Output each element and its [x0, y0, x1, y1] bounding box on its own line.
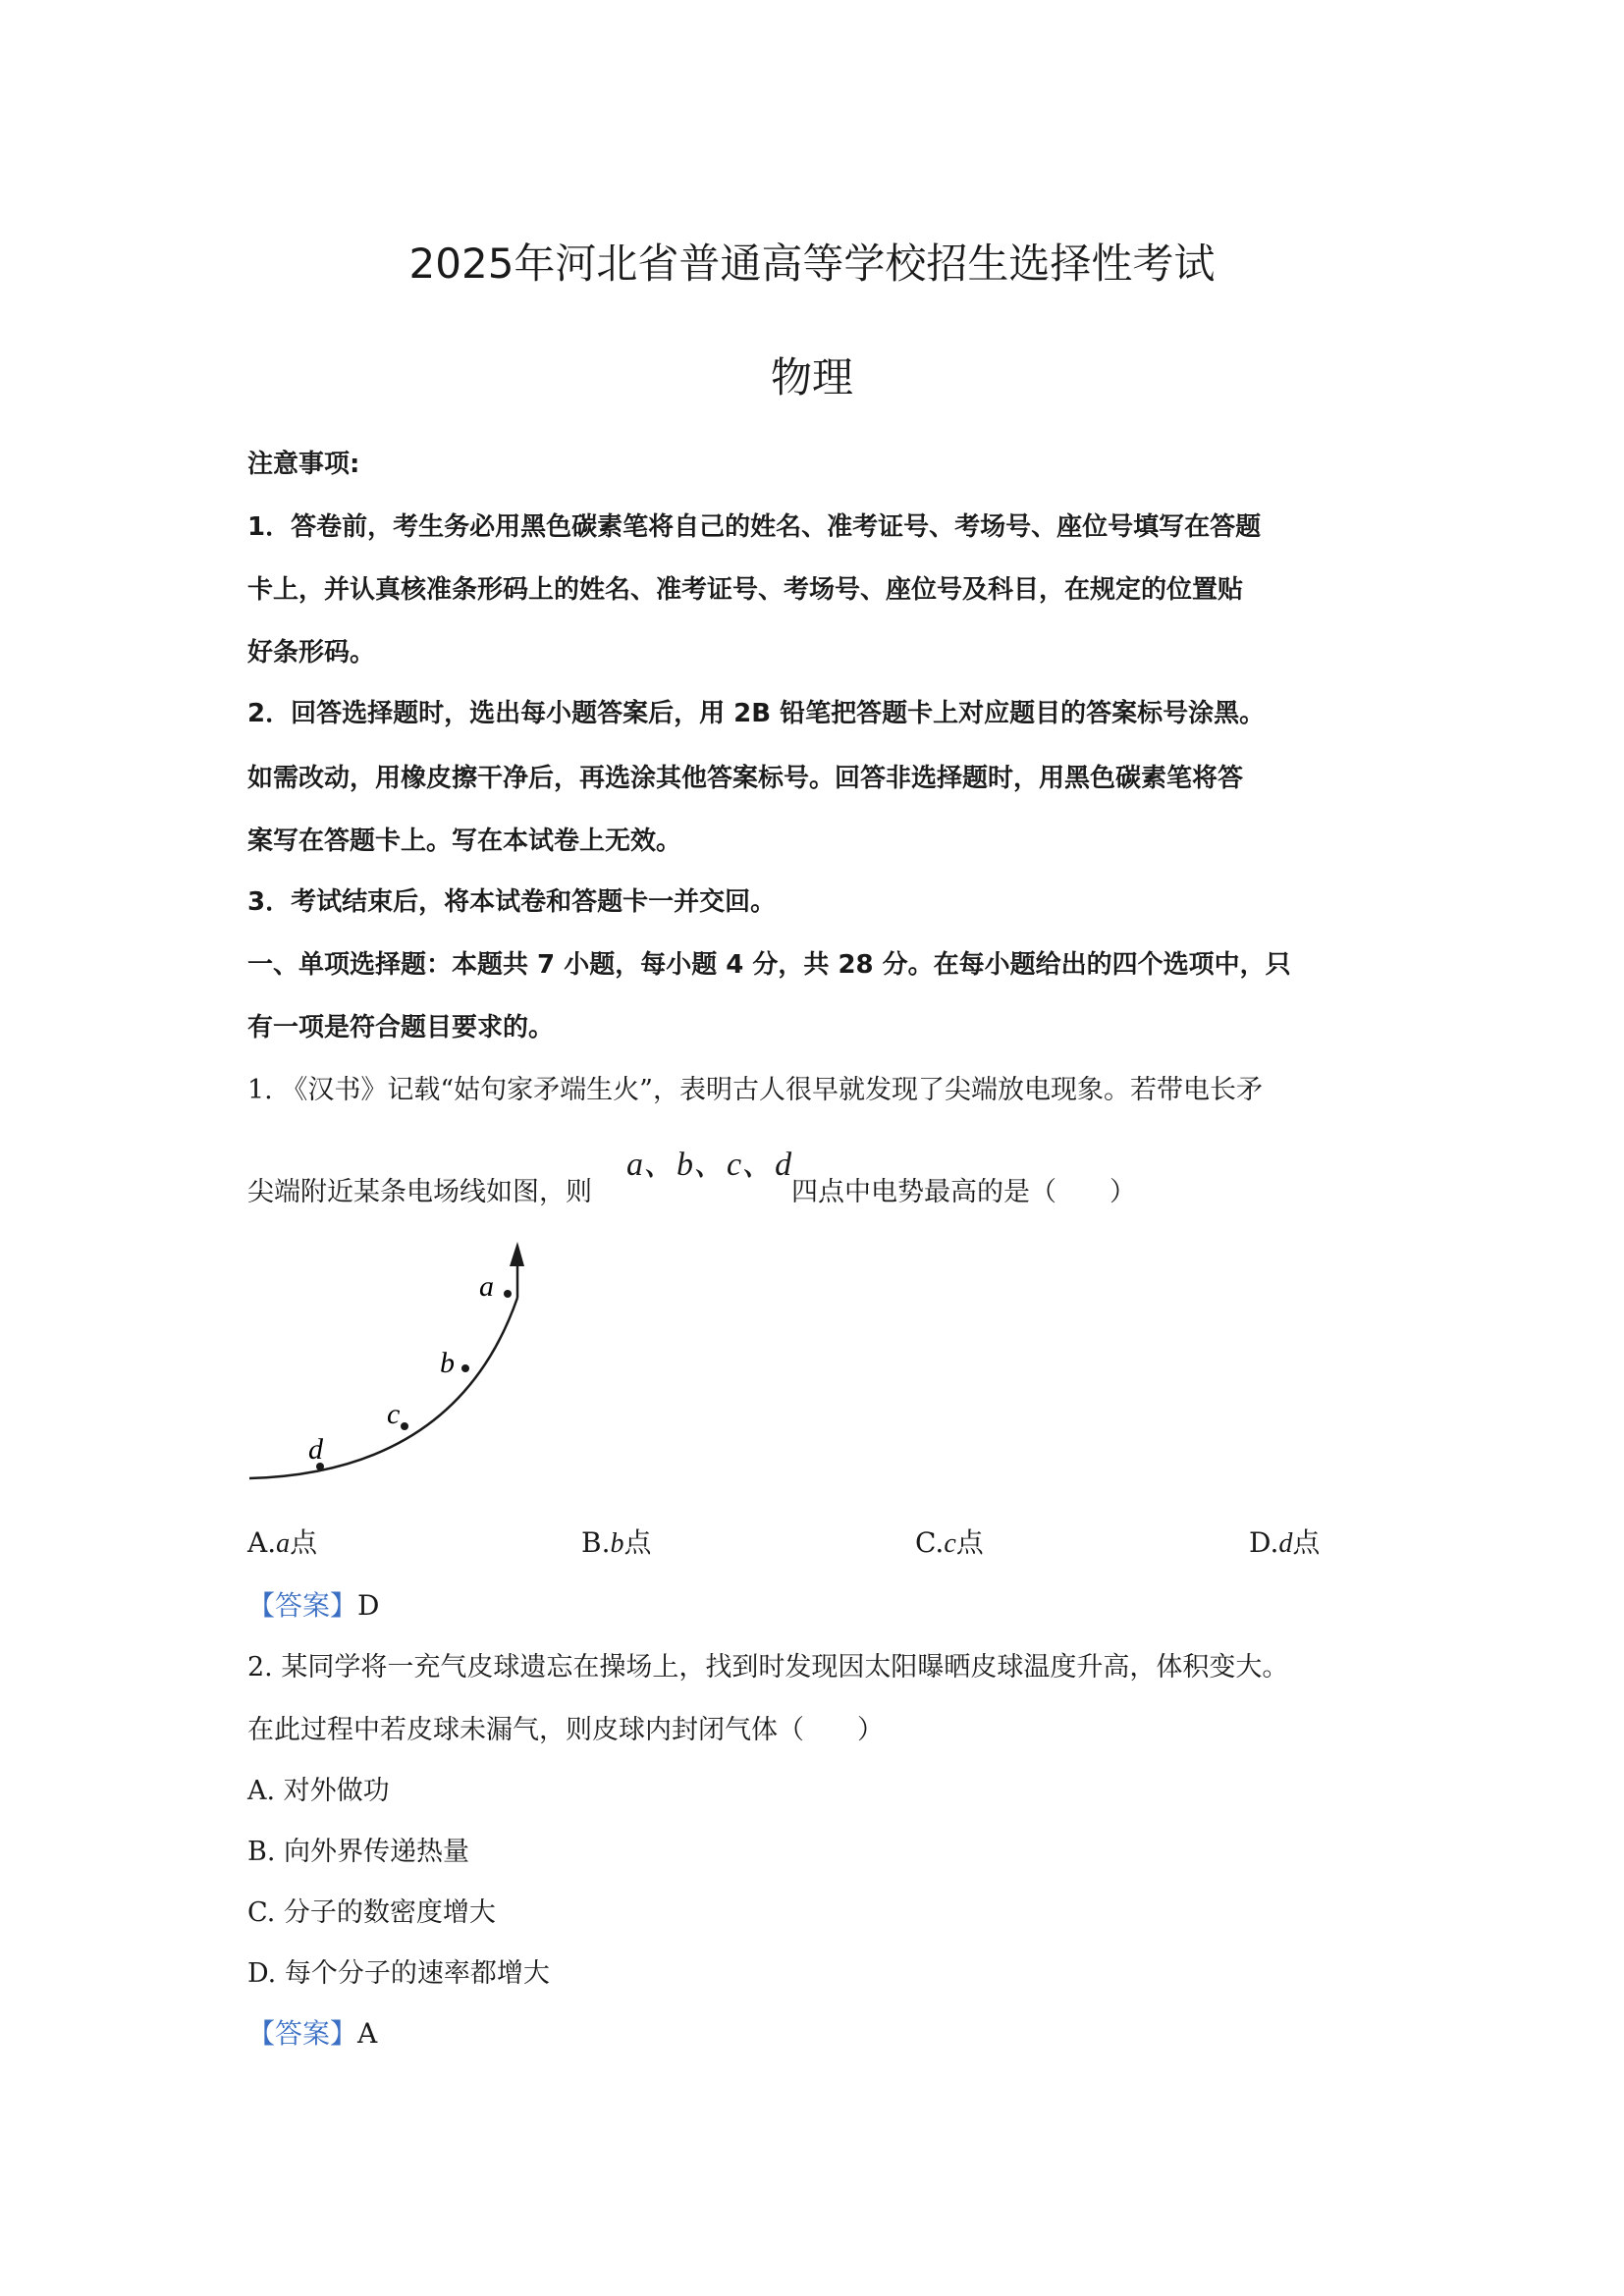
- point-c: [401, 1422, 408, 1430]
- field-line: [249, 1298, 517, 1478]
- exam-title: 2025年河北省普通高等学校招生选择性考试: [408, 240, 1216, 288]
- option-c: C. 分子的数密度增大: [247, 1897, 496, 1928]
- option-text: 点: [955, 1526, 984, 1559]
- point-a: [504, 1290, 512, 1298]
- option-text: 点: [1292, 1526, 1321, 1559]
- answer-value: A: [357, 2017, 378, 2050]
- option-c: [915, 1522, 984, 1561]
- option-variable: b: [610, 1528, 624, 1559]
- label-a: a: [479, 1270, 494, 1303]
- notice-line: 1．答卷前，考生务必用黑色碳素笔将自己的姓名、准考证号、考场号、座位号填写在答题: [247, 512, 1262, 542]
- option-letter: A.: [247, 1526, 277, 1559]
- notice-line: 案写在答题卡上。写在本试卷上无效。: [247, 827, 682, 856]
- label-c: c: [387, 1398, 401, 1430]
- question-1-variables: a、b、c、d: [626, 1147, 792, 1183]
- notice-line: 2．回答选择题时，选出每小题答案后，用 2B 铅笔把答题卡上对应题目的答案标号涂黑。: [247, 699, 1266, 728]
- notice-line: 3．考试结束后，将本试卷和答题卡一并交回。: [247, 887, 777, 917]
- option-text: 点: [623, 1526, 652, 1559]
- option-text: 点: [290, 1526, 318, 1559]
- answer-label: 【答案】: [247, 1589, 358, 1622]
- subject-title: 物理: [770, 353, 853, 401]
- point-b: [461, 1364, 469, 1372]
- arrowhead-icon: [510, 1242, 524, 1266]
- question-1-text: 尖端附近某条电场线如图，则: [247, 1177, 592, 1207]
- section-heading: 一、单项选择题：本题共 7 小题，每小题 4 分，共 28 分。在每小题给出的四个选项中，只: [247, 950, 1291, 980]
- option-b: [581, 1522, 652, 1561]
- answer-1: [247, 1584, 379, 1624]
- option-d: D. 每个分子的速率都增大: [247, 1958, 550, 1989]
- option-variable: c: [944, 1528, 956, 1559]
- option-d: [1249, 1522, 1320, 1561]
- option-b: B. 向外界传递热量: [247, 1837, 470, 1867]
- answer-value: D: [357, 1589, 380, 1622]
- question-2-text: 2. 某同学将一充气皮球遗忘在操场上，找到时发现因太阳曝晒皮球温度升高，体积变大。: [247, 1652, 1289, 1682]
- answer-2: [247, 2012, 377, 2052]
- option-a: A. 对外做功: [247, 1776, 390, 1806]
- answer-label: 【答案】: [247, 2017, 358, 2050]
- label-d: d: [308, 1433, 323, 1466]
- question-2-text: 在此过程中若皮球未漏气，则皮球内封闭气体（ ）: [247, 1715, 884, 1745]
- option-letter: B.: [581, 1526, 611, 1559]
- notice-line: 好条形码。: [247, 638, 376, 667]
- option-variable: d: [1278, 1528, 1293, 1559]
- option-variable: a: [276, 1528, 291, 1559]
- option-letter: D.: [1249, 1526, 1279, 1559]
- question-1-text: 1. 《汉书》记载“姑句家矛端生火”，表明古人很早就发现了尖端放电现象。若带电长矛: [247, 1075, 1263, 1105]
- section-heading: 有一项是符合题目要求的。: [247, 1013, 555, 1042]
- notice-line: 卡上，并认真核准条形码上的姓名、准考证号、考场号、座位号及科目，在规定的位置贴: [247, 575, 1244, 605]
- question-1-text: 四点中电势最高的是（ ）: [791, 1177, 1136, 1207]
- option-letter: C.: [915, 1526, 945, 1559]
- notice-heading: 注意事项:: [247, 450, 360, 479]
- field-line-figure: [236, 1227, 569, 1502]
- option-a: [247, 1522, 317, 1561]
- notice-line: 如需改动，用橡皮擦干净后，再选涂其他答案标号。回答非选择题时，用黑色碳素笔将答: [247, 764, 1244, 793]
- label-b: b: [440, 1347, 455, 1379]
